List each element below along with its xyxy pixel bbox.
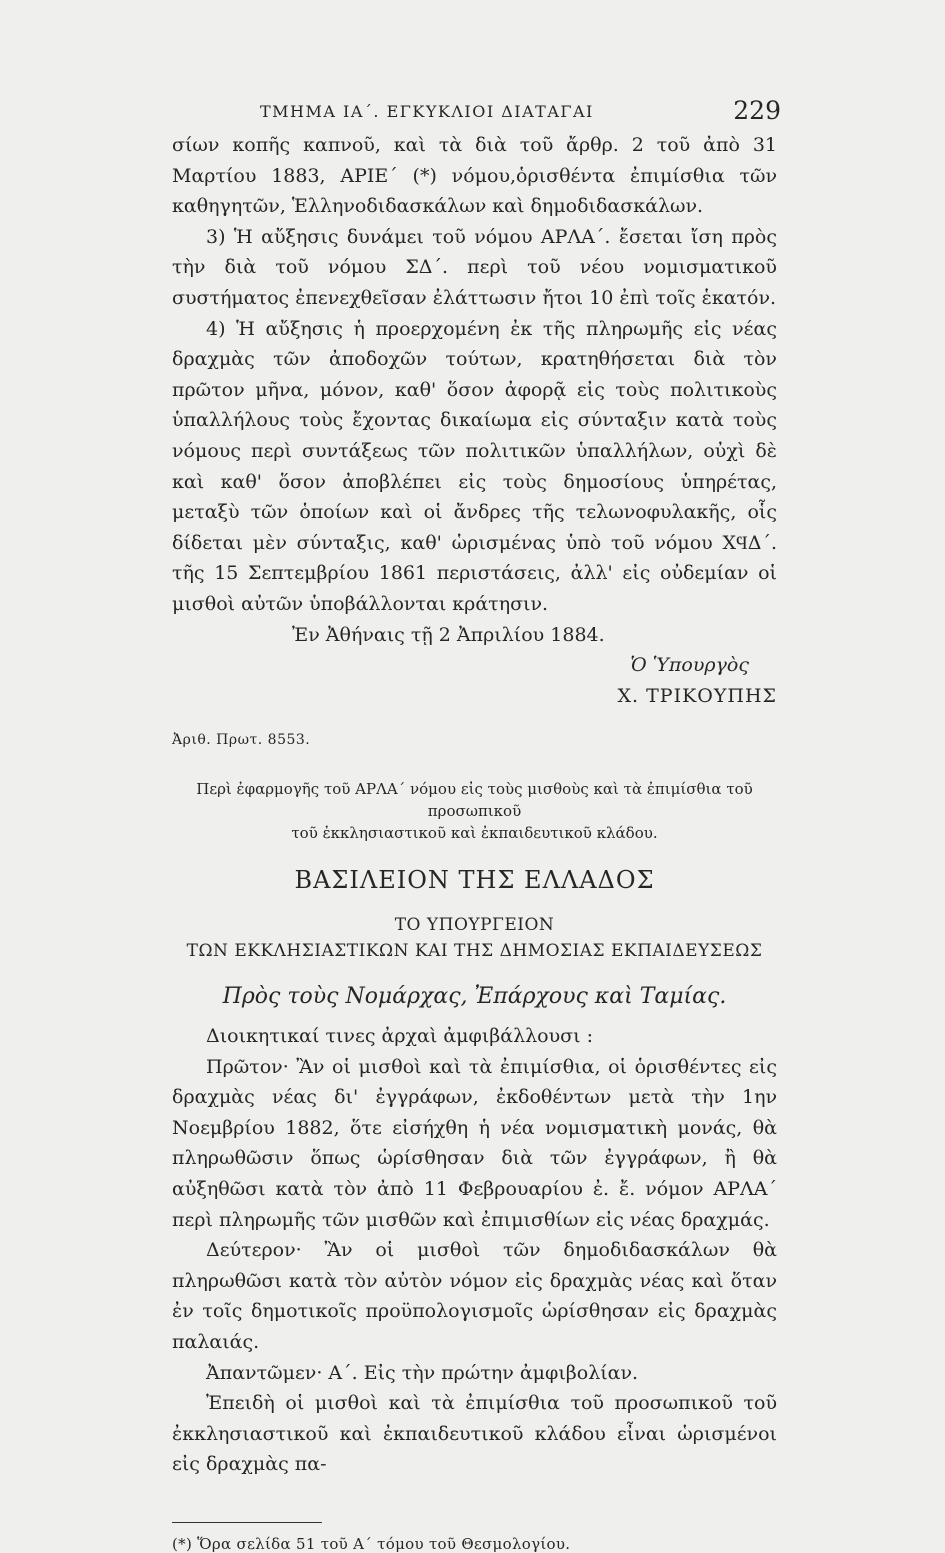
ministry-line-2: ΤΩΝ ΕΚΚΛΗΣΙΑΣΤΙΚΩΝ ΚΑΙ ΤΗΣ ΔΗΜΟΣΙΑΣ ΕΚΠΑΙΔΕΥΣΕΩΣ bbox=[186, 941, 763, 962]
paragraph-3: 3) Ἡ αὔξησις δυνάμει τοῦ νόμου ΑΡΛΑ΄. ἔσεται ἴση πρὸς τὴν διὰ τοῦ νόμου ΣΔ΄. περὶ τοῦ νέου νομισματικοῦ συστήματος ἐπενεχθεῖσαν ἐλάττωσιν ἤτοι 10 ἐπὶ τοῖς ἑκατόν. bbox=[172, 225, 777, 309]
ministry-heading bbox=[172, 912, 777, 964]
paragraph-4: 4) Ἡ αὔξησις ἡ προερχομένη ἐκ τῆς πληρωμῆς εἰς νέας δραχμὰς τῶν ἀποδοχῶν τούτων, κρατηθήσεται διὰ τὸν πρῶτον μῆνα, μόνον, καθ' ὅσον ἀφορᾷ εἰς τοὺς πολιτικοὺς ὑπαλλήλους τοὺς ἔχοντας δικαίωμα εἰς σύνταξιν κατὰ τοὺς νόμους περὶ συντάξεως τῶν πολιτικῶν ὑπαλλήλων, οὐχὶ δὲ καὶ καθ' ὅσον ἀποβλέπει εἰς τοὺς δημοσίους ὑπηρέτας, μεταξὺ τῶν ὁποίων καὶ οἱ ἄνδρες τῆς τελωνοφυλακῆς, οἷς δίδεται μὲν σύνταξις, καθ' ὡρισμένας ὑπὸ τοῦ νόμου ΧϤΔ΄. τῆς 15 Σεπτεμβρίου 1861 περιστάσεις, ἀλλ' εἰς οὐδεμίαν οἱ μισθοὶ αὐτῶν ὑποβάλλονται κράτησιν. bbox=[172, 317, 777, 615]
kingdom-heading: ΒΑΣΙΛΕΙΟΝ ΤΗΣ ΕΛΛΑΔΟΣ bbox=[294, 866, 655, 895]
signature-name: Χ. ΤΡΙΚΟΥΠΗΣ bbox=[617, 685, 777, 708]
footnote: (*) Ὅρα σελίδα 51 τοῦ Α΄ τόμου τοῦ Θεσμολογίου. bbox=[172, 1535, 571, 1553]
signature-block bbox=[172, 650, 777, 712]
date-line: Ἐν Ἀθήναις τῇ 2 Ἀπριλίου 1884. bbox=[292, 623, 605, 646]
running-title: ΤΜΗΜΑ ΙΑ΄. ΕΓΚΥΚΛΙΟΙ ΔΙΑΤΑΓΑΙ bbox=[260, 102, 594, 121]
answer-heading: Ἀπαντῶμεν· Α΄. Εἰς τὴν πρώτην ἀμφιβολίαν. bbox=[206, 1361, 639, 1384]
subject-heading bbox=[172, 778, 777, 844]
second-question-paragraph: Δεύτερον· Ἂν οἱ μισθοὶ τῶν δημοδιδασκάλων θὰ πληρωθῶσι κατὰ τὸν αὐτὸν νόμον εἰς δραχμὰς νέας καὶ ὅταν ἐν τοῖς δημοτικοῖς προϋπολογισμοῖς ὡρίσθησαν εἰς δραχμὰς παλαιάς. bbox=[172, 1239, 777, 1354]
signature-title: Ὁ Ὑπουργὸς bbox=[630, 654, 749, 677]
paragraph-continuation: σίων κοπῆς καπνοῦ, καὶ τὰ διὰ τοῦ ἄρθρ. 2 τοῦ ἀπὸ 31 Μαρτίου 1883, ΑΡΙΕ΄ (*) νόμου,ὁρισθέντα ἐπιμίσθια τῶν καθηγητῶν, Ἑλληνοδιδασκάλων καὶ δημοδιδασκάλων. bbox=[172, 134, 777, 218]
ministry-line-1: ΤΟ ΥΠΟΥΡΓΕΙΟΝ bbox=[394, 915, 555, 936]
protocol-number: Ἀριθ. Πρωτ. 8553. bbox=[172, 732, 311, 749]
addressee-line: Πρὸς τοὺς Νομάρχας, Ἐπάρχους καὶ Ταμίας. bbox=[222, 984, 727, 1010]
footnote-divider bbox=[172, 1522, 322, 1523]
first-question-paragraph: Πρῶτον· Ἂν οἱ μισθοὶ καὶ τὰ ἐπιμίσθια, οἱ ὁρισθέντες εἰς δραχμὰς νέας δι' ἐγγράφων, ἐκδοθέντων μετὰ τὴν 1ην Νοεμβρίου 1882, ὅτε εἰσήχθη ἡ νέα νομισματικὴ μονάς, θὰ πληρωθῶσιν ὅπως ὡρίσθησαν διὰ τῶν ἐγγράφων, ἢ θὰ αὐξηθῶσι κατὰ τὸν ἀπὸ 11 Φεβρουαρίου ἐ. ἔ. νόμον ΑΡΛΑ΄ περὶ πληρωμῆς τῶν μισθῶν καὶ ἐπιμισθίων εἰς νέας δραχμάς. bbox=[172, 1055, 777, 1231]
page-number: 229 bbox=[733, 96, 781, 125]
since-paragraph: Ἐπειδὴ οἱ μισθοὶ καὶ τὰ ἐπιμίσθια τοῦ προσωπικοῦ τοῦ ἐκκλησιαστικοῦ καὶ ἐκπαιδευτικοῦ κλάδου εἶναι ὡρισμένοι εἰς δραχμὰς πα- bbox=[172, 1392, 777, 1476]
running-head bbox=[172, 96, 781, 130]
subject-line-1: Περὶ ἐφαρμογῆς τοῦ ΑΡΛΑ΄ νόμου εἰς τοὺς μισθοὺς καὶ τὰ ἐπιμίσθια τοῦ προσωπικοῦ bbox=[196, 780, 753, 821]
subject-line-2: τοῦ ἐκκλησιαστικοῦ καὶ ἐκπαιδευτικοῦ κλάδου. bbox=[291, 824, 658, 843]
intro-paragraph: Διοικητικαί τινες ἀρχαὶ ἀμφιβάλλουσι : bbox=[206, 1025, 594, 1048]
